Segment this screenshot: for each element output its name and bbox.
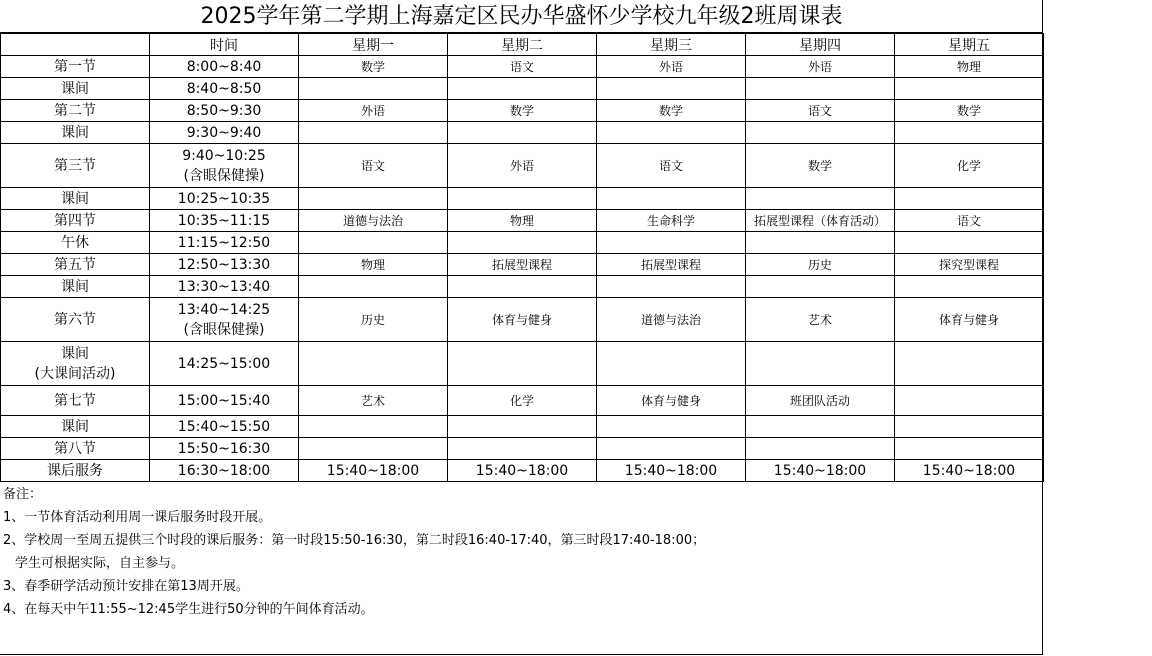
period-label-line: 课间	[61, 418, 89, 435]
period-label	[1, 188, 150, 210]
subject-cell	[746, 342, 895, 386]
subject-cell	[895, 416, 1044, 438]
header-day: 星期二	[448, 34, 597, 56]
service-time-cell: 15:40~18:00	[299, 460, 448, 482]
period-time-line: 15:00~15:40	[177, 392, 271, 409]
table-row	[1, 232, 1044, 254]
note-item: 4、在每天中午11:55~12:45学生进行50分钟的午间体育活动。	[3, 602, 374, 617]
subject-cell	[448, 122, 597, 144]
subject-cell: 物理	[448, 210, 597, 232]
period-time-line: 12:50~13:30	[177, 256, 271, 273]
period-time	[150, 78, 299, 100]
period-time-line: 15:50~16:30	[177, 440, 271, 457]
period-time-line: 9:40~10:25	[182, 147, 266, 164]
period-label	[1, 298, 150, 342]
subject-cell: 数学	[895, 100, 1044, 122]
subject-cell	[299, 122, 448, 144]
period-time	[150, 386, 299, 416]
subject-cell: 外语	[746, 56, 895, 78]
period-time-line: (含眼保健操)	[183, 167, 265, 184]
subject-cell: 物理	[895, 56, 1044, 78]
period-time-line: 16:30~18:00	[177, 462, 271, 479]
subject-cell	[448, 342, 597, 386]
subject-cell: 数学	[299, 56, 448, 78]
period-time-line: 9:30~9:40	[186, 124, 262, 141]
subject-cell: 探究型课程	[895, 254, 1044, 276]
period-time	[150, 416, 299, 438]
period-label-line: 第八节	[54, 440, 96, 457]
subject-cell	[746, 232, 895, 254]
subject-cell	[597, 438, 746, 460]
subject-cell	[746, 122, 895, 144]
subject-cell	[746, 188, 895, 210]
period-label	[1, 232, 150, 254]
period-label-line: 课后服务	[47, 462, 103, 479]
period-time	[150, 254, 299, 276]
period-label-line: 午休	[61, 234, 89, 251]
subject-cell	[448, 276, 597, 298]
period-label-line: 第三节	[54, 157, 96, 174]
subject-cell: 拓展型课程	[597, 254, 746, 276]
subject-cell	[448, 438, 597, 460]
subject-cell	[448, 232, 597, 254]
period-label	[1, 122, 150, 144]
subject-cell	[895, 78, 1044, 100]
subject-cell: 化学	[895, 144, 1044, 188]
period-label-line: 第二节	[54, 102, 96, 119]
subject-cell	[299, 416, 448, 438]
note-item: 1、一节体育活动利用周一课后服务时段开展。	[3, 510, 272, 525]
service-time-cell: 15:40~18:00	[895, 460, 1044, 482]
period-label	[1, 56, 150, 78]
table-row	[1, 78, 1044, 100]
subject-cell	[597, 188, 746, 210]
subject-cell: 语文	[895, 210, 1044, 232]
service-time-cell: 15:40~18:00	[597, 460, 746, 482]
header-day: 星期四	[746, 34, 895, 56]
table-row	[1, 254, 1044, 276]
page-title: 2025学年第二学期上海嘉定区民办华盛怀少学校九年级2班周课表	[0, 0, 1043, 33]
subject-cell	[299, 342, 448, 386]
period-time-line: 14:25~15:00	[177, 355, 271, 372]
subject-cell	[895, 232, 1044, 254]
table-row	[1, 188, 1044, 210]
subject-cell: 语文	[299, 144, 448, 188]
period-time-line: 10:35~11:15	[177, 212, 271, 229]
period-time-line: 11:15~12:50	[177, 234, 271, 251]
period-time-line: 8:00~8:40	[186, 58, 262, 75]
subject-cell: 拓展型课程	[448, 254, 597, 276]
period-time-line: 8:40~8:50	[186, 80, 262, 97]
table-row	[1, 342, 1044, 386]
subject-cell: 生命科学	[597, 210, 746, 232]
subject-cell: 语文	[746, 100, 895, 122]
period-time	[150, 298, 299, 342]
subject-cell: 拓展型课程（体育活动）	[746, 210, 895, 232]
subject-cell: 物理	[299, 254, 448, 276]
period-label-line: 课间	[61, 345, 89, 362]
subject-cell	[597, 342, 746, 386]
subject-cell	[597, 122, 746, 144]
period-time-line: 8:50~9:30	[186, 102, 262, 119]
period-time	[150, 210, 299, 232]
period-label	[1, 416, 150, 438]
table-row	[1, 122, 1044, 144]
period-label	[1, 100, 150, 122]
period-time	[150, 56, 299, 78]
service-time-cell: 15:40~18:00	[448, 460, 597, 482]
period-label	[1, 78, 150, 100]
subject-cell	[448, 78, 597, 100]
subject-cell	[895, 438, 1044, 460]
period-label	[1, 276, 150, 298]
subject-cell	[448, 416, 597, 438]
period-time	[150, 100, 299, 122]
subject-cell	[895, 276, 1044, 298]
subject-cell	[746, 78, 895, 100]
note-item: 2、学校周一至周五提供三个时段的课后服务：第一时段15:50-16:30，第二时段16:40-17:40，第三时段17:40-18:00；	[3, 533, 706, 548]
subject-cell	[299, 232, 448, 254]
period-time-line: 10:25~10:35	[177, 190, 271, 207]
period-time-line: 13:40~14:25	[177, 301, 271, 318]
schedule-table	[0, 33, 1044, 482]
period-label-line: 课间	[61, 124, 89, 141]
table-row	[1, 144, 1044, 188]
period-label	[1, 438, 150, 460]
subject-cell: 历史	[299, 298, 448, 342]
period-label-line: 第六节	[54, 311, 96, 328]
subject-cell: 体育与健身	[448, 298, 597, 342]
table-row	[1, 276, 1044, 298]
period-time-line: 13:30~13:40	[177, 278, 271, 295]
subject-cell	[597, 276, 746, 298]
header-row	[1, 34, 1044, 56]
subject-cell	[895, 122, 1044, 144]
table-row	[1, 438, 1044, 460]
period-time-line: (含眼保健操)	[183, 321, 265, 338]
period-label-line: 课间	[61, 80, 89, 97]
header-blank	[1, 34, 150, 56]
subject-cell	[299, 276, 448, 298]
table-row	[1, 460, 1044, 482]
period-time	[150, 232, 299, 254]
table-row	[1, 100, 1044, 122]
header-time: 时间	[150, 34, 299, 56]
subject-cell	[895, 386, 1044, 416]
subject-cell: 化学	[448, 386, 597, 416]
subject-cell	[597, 78, 746, 100]
subject-cell: 数学	[597, 100, 746, 122]
period-time-line: 15:40~15:50	[177, 418, 271, 435]
period-label	[1, 460, 150, 482]
subject-cell	[597, 416, 746, 438]
subject-cell: 班团队活动	[746, 386, 895, 416]
subject-cell	[299, 78, 448, 100]
subject-cell: 历史	[746, 254, 895, 276]
period-label	[1, 210, 150, 232]
period-label-line: 第五节	[54, 256, 96, 273]
subject-cell: 外语	[299, 100, 448, 122]
table-row	[1, 210, 1044, 232]
period-label-line: 第一节	[54, 58, 96, 75]
subject-cell	[597, 232, 746, 254]
subject-cell	[746, 438, 895, 460]
subject-cell: 数学	[746, 144, 895, 188]
notes-section	[3, 483, 705, 621]
note-item: 3、春季研学活动预计安排在第13周开展。	[3, 579, 249, 594]
subject-cell	[746, 416, 895, 438]
table-row	[1, 386, 1044, 416]
table-row	[1, 56, 1044, 78]
period-time	[150, 122, 299, 144]
table-row	[1, 298, 1044, 342]
period-time	[150, 438, 299, 460]
subject-cell: 外语	[597, 56, 746, 78]
header-day: 星期五	[895, 34, 1044, 56]
period-time	[150, 460, 299, 482]
header-day: 星期三	[597, 34, 746, 56]
period-time	[150, 188, 299, 210]
table-row	[1, 416, 1044, 438]
period-label	[1, 144, 150, 188]
subject-cell: 语文	[448, 56, 597, 78]
service-time-cell: 15:40~18:00	[746, 460, 895, 482]
schedule-body	[1, 56, 1044, 482]
subject-cell: 道德与法治	[597, 298, 746, 342]
notes-heading: 备注：	[3, 487, 43, 502]
period-label-line: 第七节	[54, 392, 96, 409]
subject-cell	[299, 438, 448, 460]
subject-cell	[299, 188, 448, 210]
period-time	[150, 342, 299, 386]
subject-cell: 数学	[448, 100, 597, 122]
period-label	[1, 342, 150, 386]
period-time	[150, 276, 299, 298]
subject-cell: 艺术	[299, 386, 448, 416]
subject-cell: 艺术	[746, 298, 895, 342]
note-item: 学生可根据实际，自主参与。	[15, 556, 185, 571]
subject-cell	[746, 276, 895, 298]
subject-cell: 语文	[597, 144, 746, 188]
period-label-line: 课间	[61, 278, 89, 295]
period-label-line: 课间	[61, 190, 89, 207]
subject-cell: 体育与健身	[895, 298, 1044, 342]
subject-cell: 外语	[448, 144, 597, 188]
subject-cell	[895, 188, 1044, 210]
header-day: 星期一	[299, 34, 448, 56]
subject-cell	[895, 342, 1044, 386]
period-label-line: (大课间活动)	[34, 365, 116, 382]
subject-cell	[448, 188, 597, 210]
subject-cell: 道德与法治	[299, 210, 448, 232]
subject-cell: 体育与健身	[597, 386, 746, 416]
period-time	[150, 144, 299, 188]
period-label-line: 第四节	[54, 212, 96, 229]
period-label	[1, 386, 150, 416]
period-label	[1, 254, 150, 276]
